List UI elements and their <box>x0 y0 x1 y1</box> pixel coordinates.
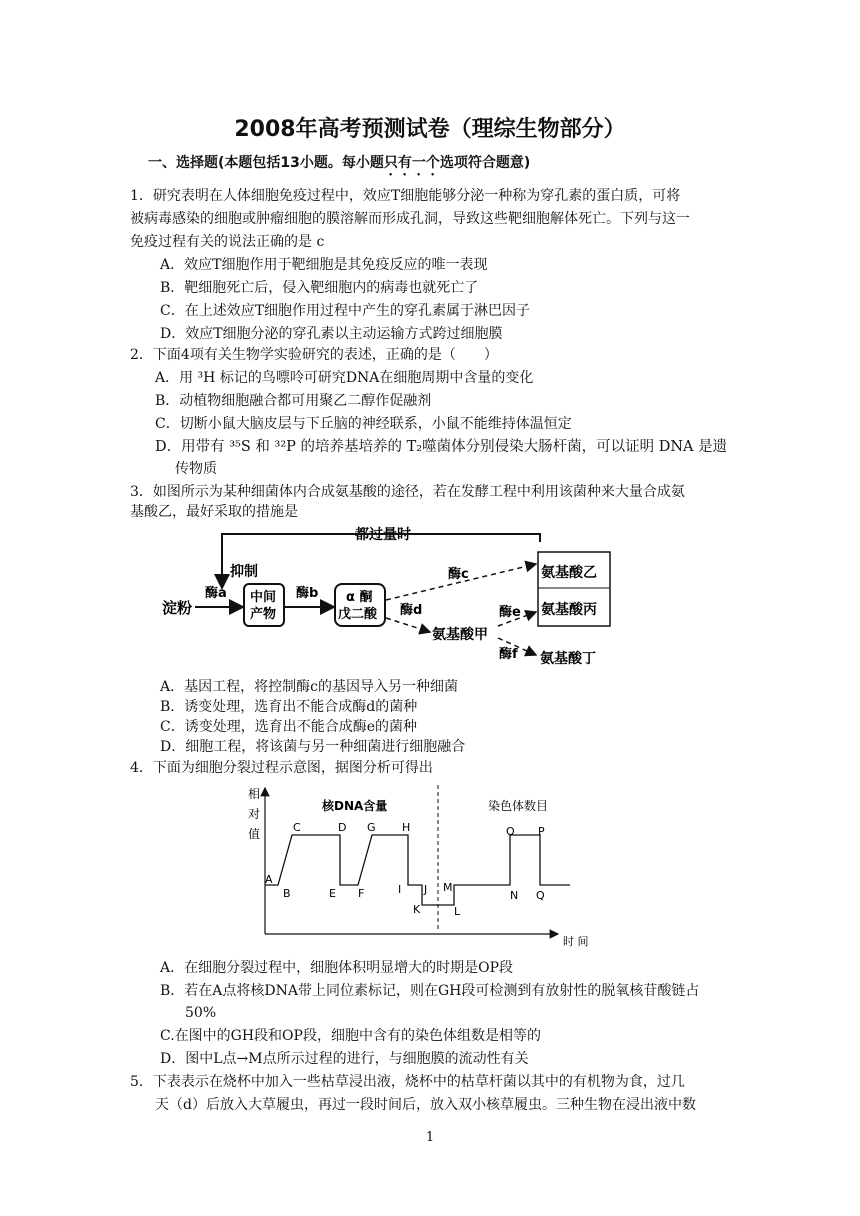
diagram-aa-ding: 氨基酸丁 <box>540 651 596 667</box>
pt-f: F <box>358 887 365 900</box>
q1-option-a: A．效应T细胞作用于靶细胞是其免疫反应的唯一表现 <box>160 257 488 273</box>
diagram-keto-l2: 戊二酸 <box>338 607 378 622</box>
q3-option-d: D．细胞工程，将该菌与另一种细菌进行细胞融合 <box>160 739 466 755</box>
q1-line3: 免疫过程有关的说法正确的是 c <box>130 234 325 250</box>
q3-option-a: A．基因工程，将控制酶c的基因导入另一种细菌 <box>160 679 458 695</box>
q1-option-c: C．在上述效应T细胞作用过程中产生的穿孔素属于淋巴因子 <box>160 303 531 319</box>
xlabel: 时 间 <box>563 935 589 948</box>
pt-k: K <box>413 903 421 916</box>
pt-j: J <box>424 883 428 896</box>
q1-line1: 1．研究表明在人体细胞免疫过程中，效应T细胞能够分泌一种称为穿孔素的蛋白质，可将 <box>130 188 681 204</box>
diagram-enzyme-d: 酶d <box>400 603 423 618</box>
left-title: 核DNA含量 <box>322 799 388 813</box>
q4-option-c: C.在图中的GH段和OP段，细胞中含有的染色体组数是相等的 <box>160 1028 541 1044</box>
ylabel-2: 对 <box>248 807 261 821</box>
diagram-inhibit: 抑制 <box>230 564 258 580</box>
ylabel-1: 相 <box>248 787 261 801</box>
section-suffix: 选项符合题意) <box>439 155 531 171</box>
diagram-enzyme-b: 酶b <box>296 586 319 601</box>
diagram-enzyme-a: 酶a <box>205 586 227 601</box>
pt-g: G <box>367 821 376 834</box>
pt-p: P <box>538 825 545 838</box>
diagram-enzyme-f: 酶f <box>499 647 518 662</box>
q4-option-b: B．若在A点将核DNA带上同位素标记，则在GH段可检测到有放射性的脱氧核苷酸链占 <box>160 983 700 999</box>
pathway-diagram <box>150 520 630 670</box>
diagram-keto-l1: α 酮 <box>346 590 373 605</box>
pt-i: I <box>398 883 402 896</box>
q3-line1: 3．如图所示为某种细菌体内合成氨基酸的途径，若在发酵工程中利用该菌种来大量合成氨 <box>130 484 685 500</box>
section-prefix: 一、选择题(本题包括13小题。每小题 <box>148 155 384 171</box>
section-emphasis: 只有一个 <box>383 155 440 171</box>
diagram-start: 淀粉 <box>162 599 193 617</box>
diagram-enzyme-c: 酶c <box>448 567 469 582</box>
q2-option-a: A．用 ³H 标记的鸟嘌呤可研究DNA在细胞周期中含量的变化 <box>155 370 534 386</box>
cell-division-chart <box>240 780 620 955</box>
q4-option-b-cont: 50% <box>185 1005 217 1021</box>
diagram-top-label: 都过量时 <box>355 527 411 543</box>
q1-option-d: D．效应T细胞分泌的穿孔素以主动运输方式跨过细胞膜 <box>160 326 503 342</box>
diagram-intermediate-l1: 中间 <box>250 590 277 605</box>
section-heading <box>148 152 530 179</box>
data-line <box>265 835 570 905</box>
page-title: 2008年高考预测试卷（理综生物部分） <box>234 117 626 142</box>
q3-option-b: B．诱变处理，选育出不能合成酶d的菌种 <box>160 699 418 715</box>
right-title: 染色体数目 <box>488 799 549 813</box>
diagram-aa-bing: 氨基酸丙 <box>541 602 597 618</box>
diagram-aa-jia: 氨基酸甲 <box>432 627 488 643</box>
pt-n: N <box>510 889 519 902</box>
pt-h: H <box>402 821 411 834</box>
pt-q: Q <box>536 889 545 902</box>
pt-l: L <box>454 905 461 918</box>
pt-b: B <box>283 887 291 900</box>
diagram-aa-yi: 氨基酸乙 <box>541 565 597 581</box>
q2-option-d-cont: 传物质 <box>175 461 217 477</box>
q3-line2: 基酸乙，最好采取的措施是 <box>130 504 298 520</box>
q4-option-d: D．图中L点→M点所示过程的进行，与细胞膜的流动性有关 <box>160 1051 529 1067</box>
q3-option-c: C．诱变处理，选育出不能合成酶e的菌种 <box>160 719 417 735</box>
diagram-intermediate-l2: 产物 <box>250 607 277 622</box>
q5-line2: 天（d）后放入大草履虫，再过一段时间后，放入双小核草履虫。三种生物在浸出液中数 <box>155 1097 696 1113</box>
diagram-enzyme-e: 酶e <box>499 605 521 620</box>
q2-option-c: C．切断小鼠大脑皮层与下丘脑的神经联系，小鼠不能维持体温恒定 <box>155 416 572 432</box>
pt-d: D <box>338 821 347 834</box>
pt-c: C <box>293 821 301 834</box>
ylabel-3: 值 <box>248 827 261 841</box>
pt-o: O <box>506 825 515 838</box>
q2-option-b: B．动植物细胞融合都可用聚乙二醇作促融剂 <box>155 393 432 409</box>
q1-option-b: B．靶细胞死亡后，侵入靶细胞内的病毒也就死亡了 <box>160 280 479 296</box>
q1-line2: 被病毒感染的细胞或肿瘤细胞的膜溶解而形成孔洞，导致这些靶细胞解体死亡。下列与这一 <box>130 211 690 227</box>
q2-option-d: D．用带有 ³⁵S 和 ³²P 的培养基培养的 T₂噬菌体分别侵染大肠杆菌，可以证明 DNA 是遗 <box>155 439 728 455</box>
q2-stem: 2．下面4项有关生物学实验研究的表述，正确的是（ ） <box>130 347 498 363</box>
pt-e: E <box>329 887 336 900</box>
q4-option-a: A．在细胞分裂过程中，细胞体积明显增大的时期是OP段 <box>160 960 514 976</box>
pt-m: M <box>443 881 453 894</box>
pt-a: A <box>265 873 273 886</box>
q5-line1: 5．下表表示在烧杯中加入一些枯草浸出液，烧杯中的枯草杆菌以其中的有机物为食，过几 <box>130 1074 685 1090</box>
q4-stem: 4．下面为细胞分裂过程示意图，据图分析可得出 <box>130 760 433 776</box>
page-number: 1 <box>425 1130 435 1145</box>
